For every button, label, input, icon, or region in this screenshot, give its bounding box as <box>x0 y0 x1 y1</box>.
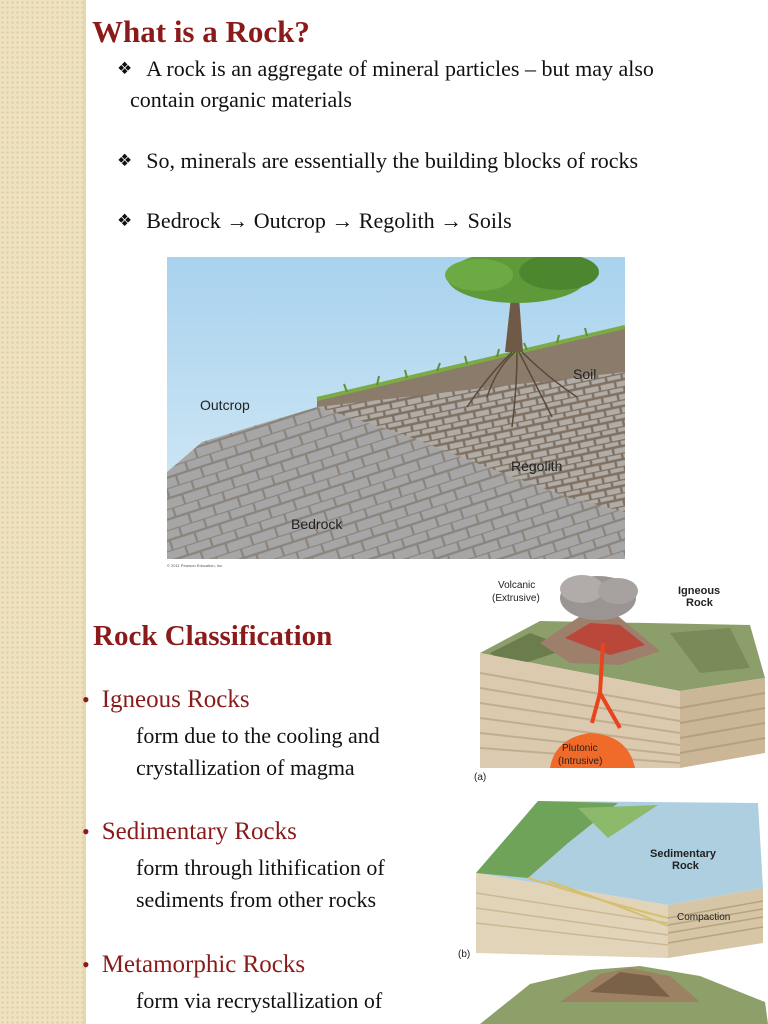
section-title: Rock Classification <box>93 620 333 652</box>
bullet-continuation: contain organic materials <box>130 87 352 112</box>
sedimentary-desc-line1: form through lithification of <box>136 855 385 880</box>
igneous-rock-label: Rock <box>686 597 713 609</box>
bullet-item-3 <box>117 206 512 238</box>
bullet-text: So, minerals are essentially the building blocks of rocks <box>146 148 639 173</box>
soil-label: Soil <box>573 366 597 382</box>
bedrock-label: Bedrock <box>291 516 343 532</box>
decorative-sidebar <box>0 0 83 1024</box>
bullet-dot-icon: • <box>82 952 90 977</box>
igneous-desc-line1: form due to the cooling and <box>136 723 380 748</box>
intrusive-label: (Intrusive) <box>558 756 603 767</box>
page-title: What is a Rock? <box>92 14 310 49</box>
igneous-label: Igneous <box>678 585 721 597</box>
sedimentary-rock-diagram <box>458 793 768 969</box>
sedimentary-heading: • Sedimentary Rocks <box>82 818 297 845</box>
figure-credit: © 2011 Pearson Education, Inc. <box>167 563 224 568</box>
bullet-text: A rock is an aggregate of mineral particles – but may also <box>146 56 654 81</box>
bullet-text: Bedrock → Outcrop → Regolith → Soils <box>146 208 512 233</box>
bullet-item-1 <box>117 54 654 86</box>
plutonic-label: Plutonic <box>562 743 598 754</box>
compaction-label: Compaction <box>677 912 731 923</box>
panel-b-label: (b) <box>458 949 471 960</box>
igneous-heading: • Igneous Rocks <box>82 686 250 713</box>
bullet-dot-icon: • <box>82 819 90 844</box>
rock-soil-diagram <box>167 257 625 569</box>
diamond-bullet-icon: ❖ <box>117 151 133 171</box>
diamond-bullet-icon: ❖ <box>117 211 133 231</box>
diamond-bullet-icon: ❖ <box>117 59 133 79</box>
sidebar-divider <box>83 0 86 1024</box>
panel-a-label: (a) <box>474 772 487 783</box>
metamorphic-desc-line1: form via recrystallization of <box>136 988 383 1013</box>
igneous-rock-diagram <box>470 573 768 793</box>
sedimentary-rock-label: Rock <box>672 860 699 872</box>
sedimentary-label: Sedimentary <box>650 848 717 860</box>
metamorphic-rock-diagram <box>470 962 768 1024</box>
outcrop-label: Outcrop <box>200 397 250 413</box>
igneous-desc-line2: crystallization of magma <box>136 755 355 780</box>
extrusive-label: (Extrusive) <box>492 593 540 604</box>
bullet-item-2 <box>117 146 638 178</box>
regolith-label: Regolith <box>511 458 563 474</box>
volcanic-label: Volcanic <box>498 580 536 591</box>
bullet-dot-icon: • <box>82 687 90 712</box>
metamorphic-heading: • Metamorphic Rocks <box>82 951 306 978</box>
sedimentary-desc-line2: sediments from other rocks <box>136 887 377 912</box>
